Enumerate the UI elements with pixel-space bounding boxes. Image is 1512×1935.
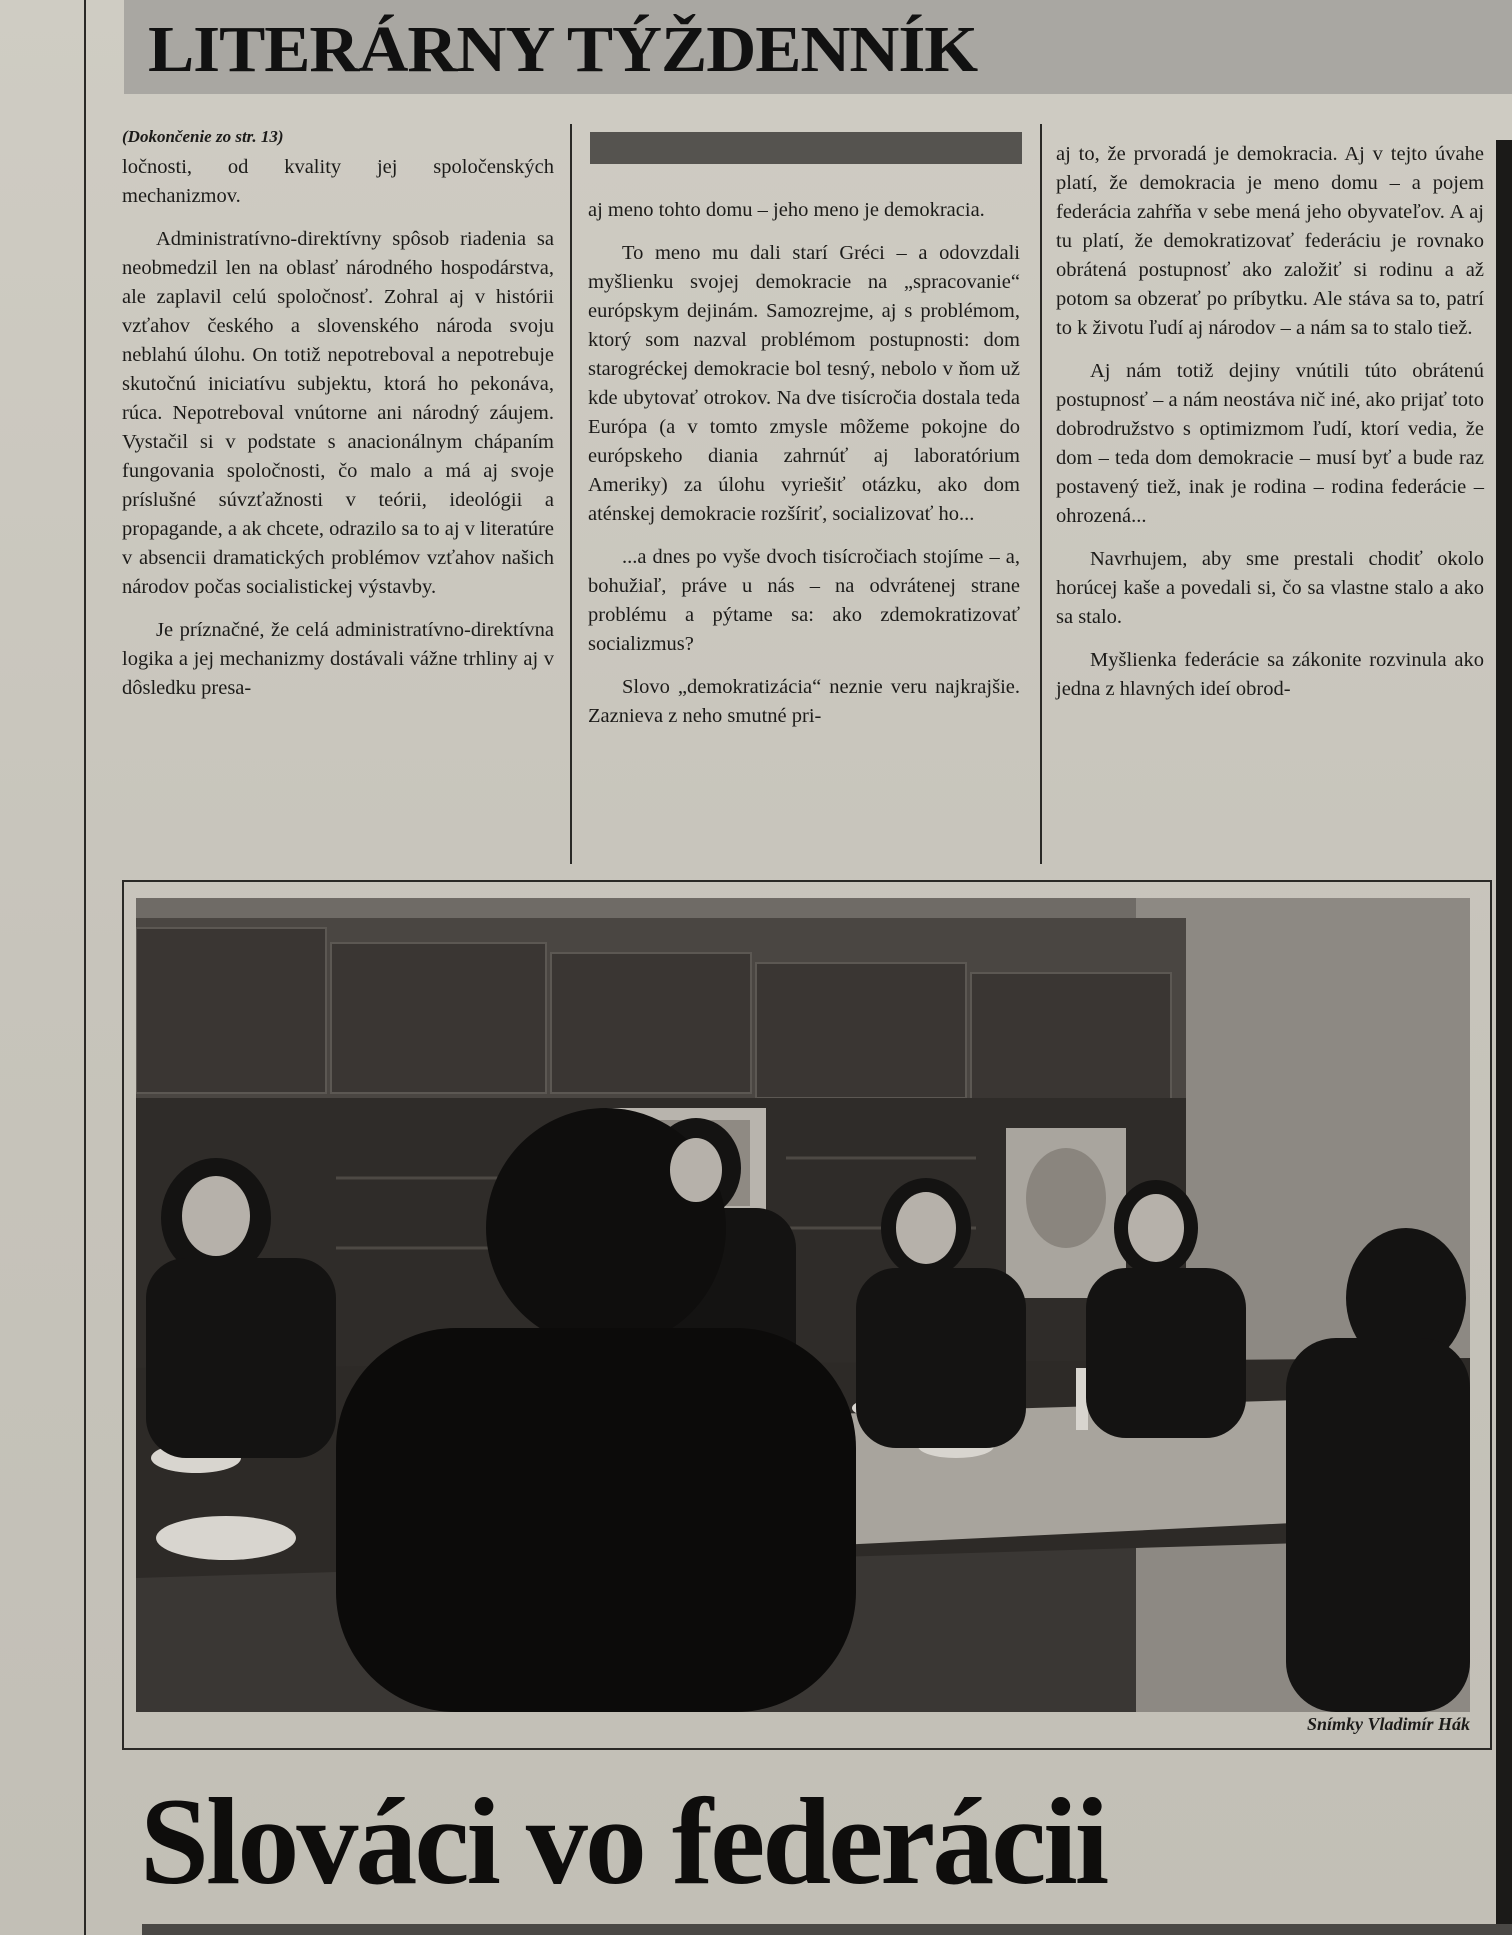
paragraph: Myšlienka federácie sa zákonite rozvinula ako jedna z hlavných ideí obrod- [1056, 649, 1484, 700]
left-margin-rule [84, 0, 86, 1935]
paragraph: Slovo „demokratizácia“ neznie veru najkrajšie. Zaznieva z neho smutné pri- [588, 676, 1020, 727]
column-separator [1040, 124, 1042, 864]
paragraph: aj to, že prvoradá je demokracia. Aj v tejto úvahe platí, že demokracia je meno domu – a pojem federácia zahŕňa v sebe mená jeho obyvateľov. A aj tu platí, že demokratizovať federáciu je rovnako obrátená postupnosť ako založiť si rodinu a až potom sa obzerať po príbytku. Ale stáva sa to, patrí to k životu ľudí aj národov – a nám sa to stalo tiež. [1056, 143, 1484, 339]
headline-underline-bar [142, 1924, 1512, 1935]
paragraph: Administratívno-direktívny spôsob riadenia sa neobmedzil len na oblasť národného hospodárstva, ale zaplavil celú spoločnosť. Zohral aj v histórii vzťahov českého a slovenského národa svoju neblahú úlohu. On totiž nepotreboval a nepotrebuje skutočnú iniciatívu subjektu, ktorá ho pekonáva, rúca. Nepotreboval vnútorne ani národný záujem. Vystačil si v podstate s anacionálnym chápaním fungovania spoločnosti, čo malo a má aj svoje príslušné súvzťažnosti v teórii, ideológii a propagande, a ak chcete, odrazilo sa to aj v literatúre v absencii dramatických problémov vzťahov našich národov počas socialistickej výstavby. [122, 228, 555, 598]
article-column-2 [588, 196, 1020, 745]
meeting-photo-illustration [136, 898, 1470, 1712]
continuation-note: (Dokončenie zo str. 13) [122, 127, 284, 146]
article-headline: Slováci vo federácii [140, 1773, 1107, 1910]
paragraph: Je príznačné, že celá administratívno-direktívna logika a jej mechanizmy dostávali vážne trhliny aj v dôsledku presa- [122, 619, 554, 699]
paragraph: ...a dnes po vyše dvoch tisícročiach stojíme – a, bohužiaľ, práve u nás – na odvrátenej strane problému a pýtame sa: ako zdemokratizovať socializmus? [588, 546, 1020, 655]
article-column-3 [1056, 140, 1484, 718]
paragraph: aj meno tohto domu – jeho meno je demokracia. [588, 199, 985, 221]
meeting-photo [136, 898, 1470, 1712]
article-column-1 [122, 122, 554, 717]
paragraph: To meno mu dali starí Gréci – a odovzdali myšlienku svojej demokracie na „spracovanie“ európskym dejinám. Samozrejme, aj s problémom, ktorý som nazval problémom postupnosti: dom starogréckej demokracie bol tesný, nebolo v ňom už kde ubytovať otrokov. Na dve tisícročia dostala teda Európa (a v tomto zmysle môžeme pokojne do európskeho diania zahrnúť aj laboratórium Ameriky) za úlohu vyriešiť otázku, ako dom aténskej demokracie rozšíriť, socializovať ho... [588, 242, 1020, 525]
paragraph: ločnosti, od kvality jej spoločenských mechanizmov. [122, 156, 554, 207]
paragraph: Aj nám totiž dejiny vnútili túto obrátenú postupnosť – a nám neostáva nič iné, ako prijať toto dobrodružstvo s optimizmom ľudí, ktorí vedia, že dom – teda dom demokracie – musí byť a bude raz postavený tiež, inak je rodina – rodina federácie – ohrozená... [1056, 360, 1484, 527]
column-separator [570, 124, 572, 864]
paragraph: Navrhujem, aby sme prestali chodiť okolo horúcej kaše a povedali si, čo sa vlastne stalo a ako sa stalo. [1056, 548, 1484, 628]
column-header-bar [590, 132, 1022, 164]
page-edge-shadow [1496, 140, 1512, 1935]
photo-credit: Snímky Vladimír Hák [1306, 1714, 1470, 1734]
masthead-title: LITERÁRNY TÝŽDENNÍK [148, 13, 978, 86]
